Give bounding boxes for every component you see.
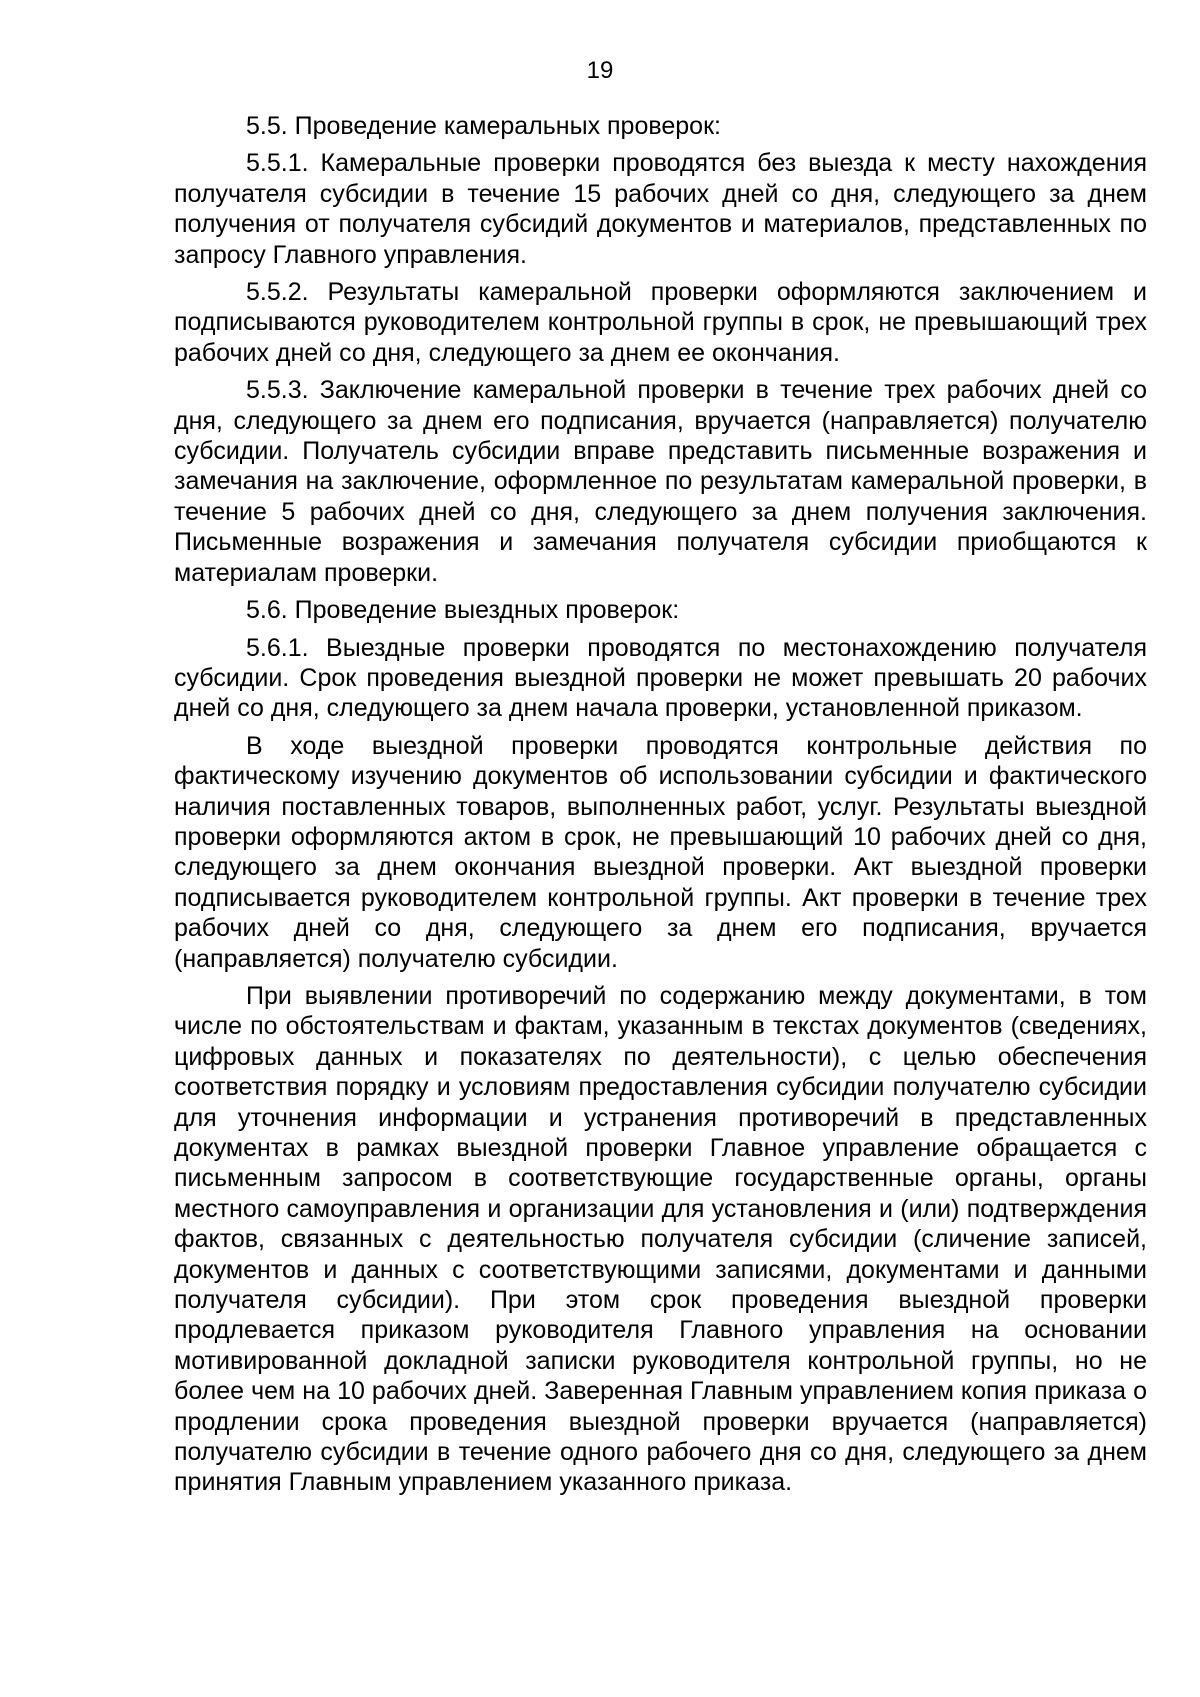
clause-5-6-1: 5.6.1. Выездные проверки проводятся по местонахождению получателя субсидии. Срок проведения выездной проверки не может превышать 20 рабочих дней со дня, следующего за днем начала проверки, установленной приказом. — [174, 633, 1147, 723]
clause-5-5-3: 5.5.3. Заключение камеральной проверки в течение трех рабочих дней со дня, следующего за днем его подписания, вручается (направляется) получателю субсидии. Получатель субсидии вправе представить письменные возражения и замечания на заключение, оформленное по результатам камеральной проверки, в течение 5 рабочих дней со дня, следующего за днем получения заключения. Письменные возражения и замечания получателя субсидии приобщаются к материалам проверки. — [174, 376, 1147, 587]
section-5-6-heading: 5.6. Проведение выездных проверок: — [246, 596, 680, 625]
document-body — [174, 111, 1147, 1505]
clause-5-5-1: 5.5.1. Камеральные проверки проводятся без выезда к месту нахождения получателя субсидии в течение 15 рабочих дней со дня, следующего за днем получения от получателя субсидий документов и материалов, представленных по запросу Главного управления. — [174, 149, 1147, 269]
clause-5-5-2: 5.5.2. Результаты камеральной проверки оформляются заключением и подписываются руководителем контрольной группы в срок, не превышающий трех рабочих дней со дня, следующего за днем ее окончания. — [174, 278, 1147, 367]
page-number: 19 — [586, 57, 614, 84]
onsite-inspection-paragraph: В ходе выездной проверки проводятся контрольные действия по фактическому изучению документов об использовании субсидии и фактического наличия поставленных товаров, выполненных работ, услуг. Результаты выездной проверки оформляются актом в срок, не превышающий 10 рабочих дней со дня, следующего за днем окончания выездной проверки. Акт выездной проверки подписывается руководителем контрольной группы. Акт проверки в течение трех рабочих дней со дня, следующего за днем его подписания, вручается (направляется) получателю субсидии. — [174, 731, 1147, 973]
contradictions-paragraph: При выявлении противоречий по содержанию между документами, в том числе по обстоятельствам и фактам, указанным в текстах документов (сведениях, цифровых данных и показателях по деятельности), с целью обеспечения соответствия порядку и условиям предоставления субсидии получателю субсидии для уточнения информации и устранения противоречий в представленных документах в рамках выездной проверки Главное управление обращается с письменным запросом в соответствующие государственные органы, органы местного самоуправления и организации для установления и (или) подтверждения фактов, связанных с деятельностью получателя субсидии (сличение записей, документов и данных с соответствующими записями, документами и данными получателя субсидии). При этом срок проведения выездной проверки продлевается приказом руководителя Главного управления на основании мотивированной докладной записки руководителя контрольной группы, но не более чем на 10 рабочих дней. Заверенная Главным управлением копия приказа о продлении срока проведения выездной проверки вручается (направляется) получателю субсидии в течение одного рабочего дня со дня, следующего за днем принятия Главным управлением указанного приказа. — [174, 981, 1147, 1497]
section-5-5-heading: 5.5. Проведение камеральных проверок: — [246, 112, 721, 140]
